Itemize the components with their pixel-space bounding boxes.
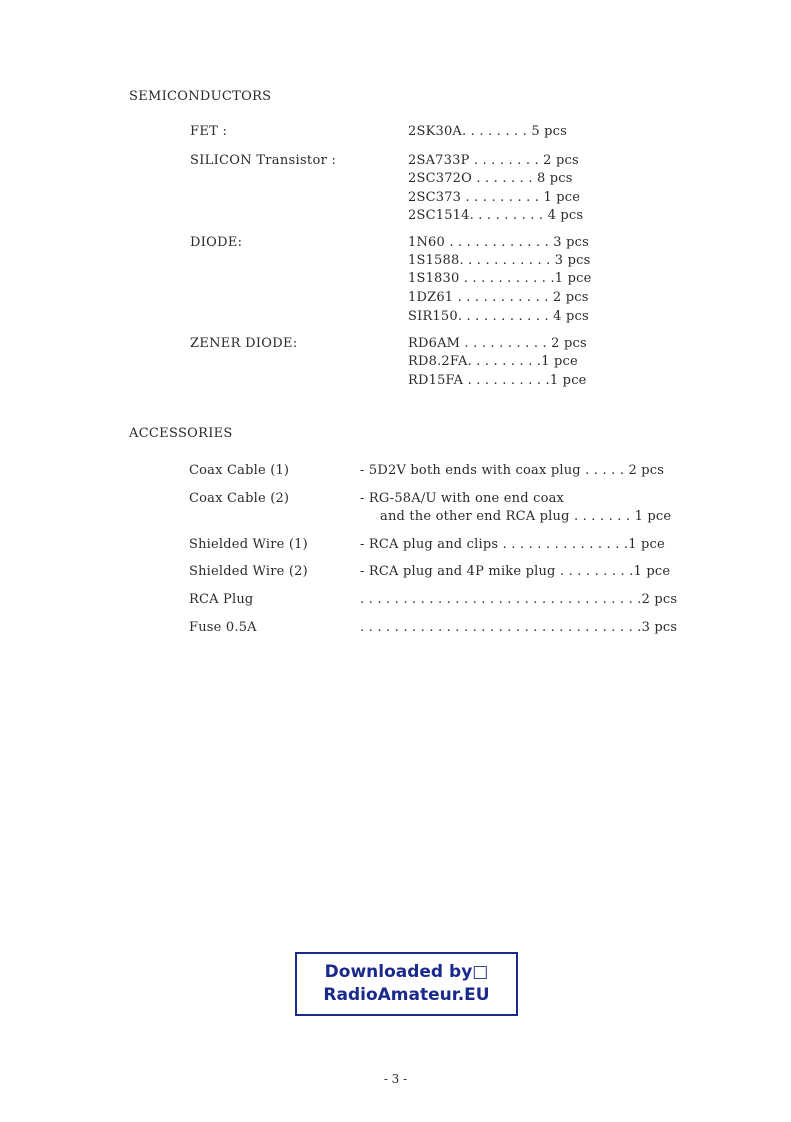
diode-label: DIODE: — [190, 235, 243, 250]
accessory-desc: - RG-58A/U with one end coax — [360, 491, 565, 506]
part-line: RD8.2FA. . . . . . . . .1 pce — [408, 354, 578, 369]
watermark-line1: Downloaded by□ — [324, 962, 489, 982]
part-line: 2SC372O . . . . . . . 8 pcs — [408, 171, 573, 186]
part-line: 2SA733P . . . . . . . . 2 pcs — [408, 153, 579, 168]
accessory-desc: - RCA plug and 4P mike plug . . . . . . . . .1 pce — [360, 564, 671, 579]
accessory-desc-cont: and the other end RCA plug . . . . . . . 1 pce — [380, 509, 672, 524]
accessory-label: Shielded Wire (1) — [189, 537, 308, 552]
part-line: 1DZ61 . . . . . . . . . . . 2 pcs — [408, 290, 589, 305]
part-line: SIR150. . . . . . . . . . . 4 pcs — [408, 309, 589, 324]
part-line: 1S1588. . . . . . . . . . . 3 pcs — [408, 253, 591, 268]
accessory-label: Coax Cable (2) — [189, 491, 290, 506]
accessory-label: Fuse 0.5A — [189, 620, 257, 635]
page-number: - 3 - — [383, 1072, 408, 1086]
accessory-label: RCA Plug — [189, 592, 254, 607]
part-line: 2SC373 . . . . . . . . . 1 pce — [408, 190, 581, 205]
accessory-desc: . . . . . . . . . . . . . . . . . . . . . . . . . . . . . . . . .2 pcs — [360, 592, 678, 607]
part-line: 1S1830 . . . . . . . . . . .1 pce — [408, 271, 592, 286]
part-line: RD6AM . . . . . . . . . . 2 pcs — [408, 336, 587, 351]
semiconductors-heading: SEMICONDUCTORS — [129, 89, 272, 104]
download-watermark — [295, 952, 518, 1016]
part-line: 2SC1514. . . . . . . . . 4 pcs — [408, 208, 584, 223]
part-line: 2SK30A. . . . . . . . 5 pcs — [408, 124, 568, 139]
fet-label: FET : — [190, 124, 228, 139]
accessories-heading: ACCESSORIES — [129, 426, 233, 441]
accessory-desc: - 5D2V both ends with coax plug . . . . . 2 pcs — [360, 463, 665, 478]
part-line: RD15FA . . . . . . . . . .1 pce — [408, 373, 587, 388]
part-line: 1N60 . . . . . . . . . . . . 3 pcs — [408, 235, 589, 250]
accessory-label: Coax Cable (1) — [189, 463, 290, 478]
accessory-desc: . . . . . . . . . . . . . . . . . . . . . . . . . . . . . . . . .3 pcs — [360, 620, 678, 635]
accessory-desc: - RCA plug and clips . . . . . . . . . . . . . . .1 pce — [360, 537, 665, 552]
accessory-label: Shielded Wire (2) — [189, 564, 308, 579]
transistor-label: SILICON Transistor : — [190, 153, 337, 168]
zener-label: ZENER DIODE: — [190, 336, 298, 351]
watermark-line2: RadioAmateur.EU — [323, 985, 490, 1005]
